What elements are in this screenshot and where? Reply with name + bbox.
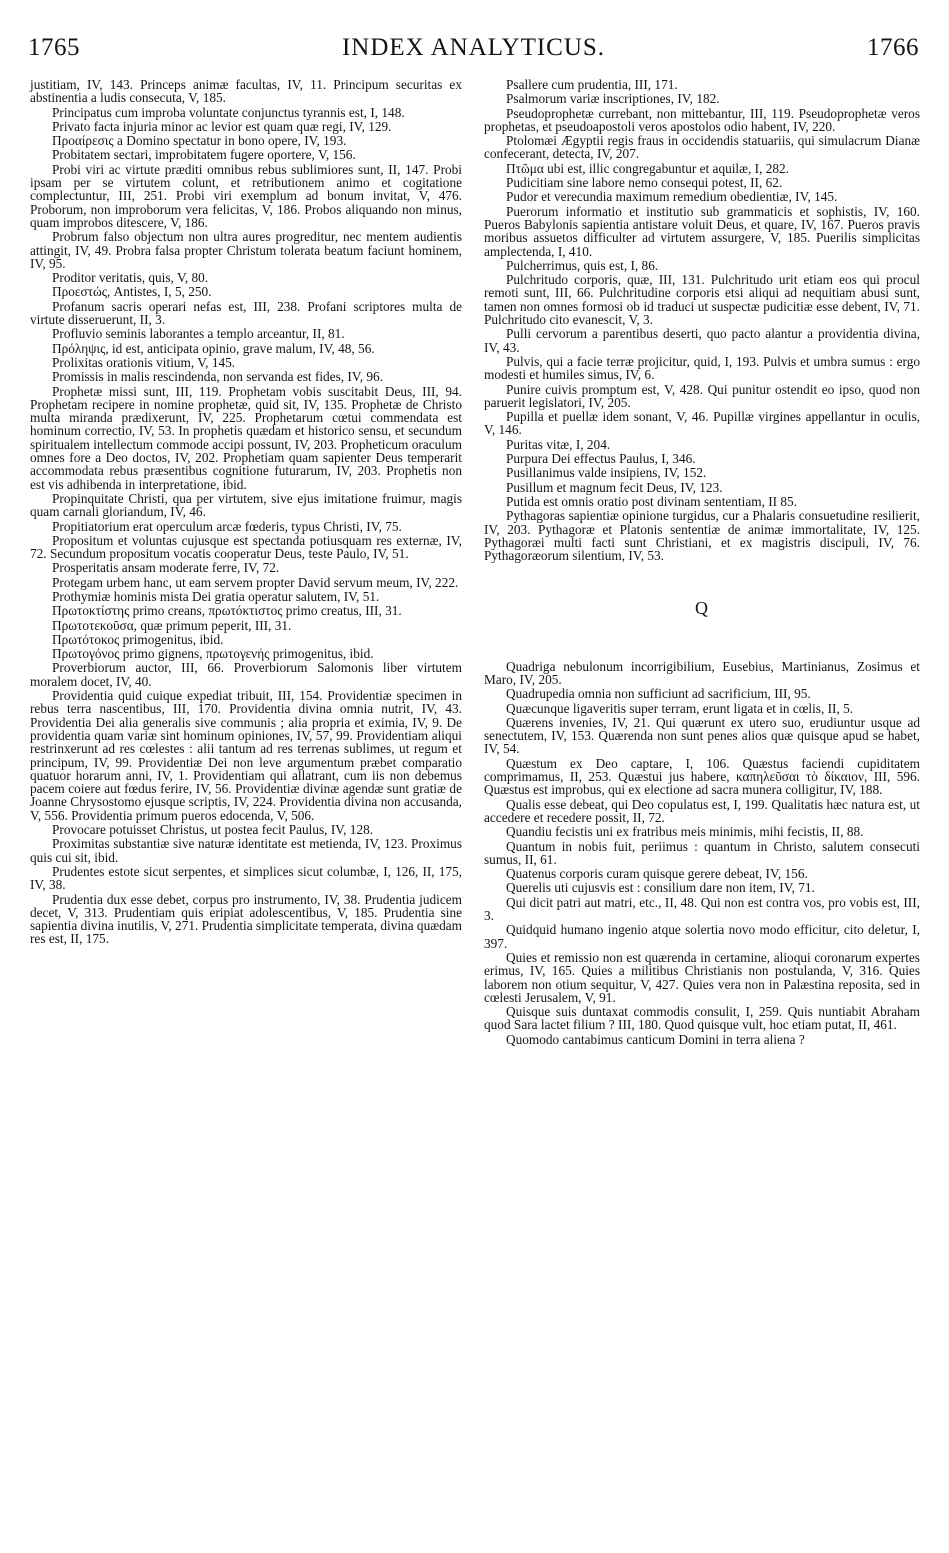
index-entry: Pudicitiam sine labore nemo consequi potest, II, 62. xyxy=(506,175,783,191)
index-entry: Prosperitatis ansam moderate ferre, IV, 72. xyxy=(52,560,280,576)
right-column xyxy=(484,78,920,1047)
index-entry: Pulli cervorum a parentibus deserti, quo pacto alantur a providentia divina, IV, 43. xyxy=(484,326,920,355)
index-entry: Quærens invenies, IV, 21. Qui quærunt ex utero suo, erudiuntur usque ad senectutem, IV, 153. Quærenda non sunt penes alios quæ quisque apud se habet, IV, 54. xyxy=(484,714,920,757)
index-entry: Proverbiorum auctor, III, 66. Proverbiorum Salomonis liber virtutem moralem docet, IV, 40. xyxy=(30,660,462,689)
index-entry: Πτῶμα ubi est, illic congregabuntur et aquilæ, I, 282. xyxy=(506,160,789,176)
index-entry: Punire cuivis promptum est, V, 428. Qui punitur ostendit eo ipso, quod non paruerit legislatori, IV, 205. xyxy=(484,381,920,410)
index-entry: Profluvio seminis laborantes a templo arceantur, II, 81. xyxy=(52,326,345,342)
index-entry: Purpura Dei effectus Paulus, I, 346. xyxy=(506,451,696,467)
index-entry: Propitiatorium erat operculum arcæ fœderis, typus Christi, IV, 75. xyxy=(52,518,402,534)
index-entry: justitiam, IV, 143. Princeps animæ facultas, IV, 11. Principum securitas ex abstinentia a ludis consecuta, V, 185. xyxy=(30,77,462,106)
index-entry: Providentia quid cuique expediat tribuit, III, 154. Providentiæ specimen in rebus terra nascentibus, III, 170. Providentia divina omnia nutrit, IV, 43. Providentia Dei alia generalis sive communis ; alia propria et eximia, IV, 9. De providentia quam variæ sint hominum opiniones, IV, 57, 99. Providentiam aliqui restrinxerunt ad res cœlestes : alii tantum ad res terrenas sublimes, ut regum et principum, IV, 99. Providentiæ Dei non leve argumentum præbet comparatio quatuor horarum anni, IV, 1. Providentiam qui allatrant, cum iis non debemus pacem coiere aut fœdus ferire, IV, 56. Providentiæ divinæ agendæ sunt gratiæ de Joanne Chrysostomo ejusque scriptis, IV, 224. Providentia divina non accusanda, V, 556. Providentia primum pueros edocenda, V, 506. xyxy=(30,688,462,823)
index-entry: Pulchritudo corporis, quæ, III, 131. Pulchritudo urit etiam eos qui procul remoti sunt, III, 66. Pulchritudine corporis etsi aliqui ad nequitiam abusi sunt, tamen non omnes formosi ob id traduci ut suspectæ pudicitiæ esse debent, IV, 71. Pulchritudo cito evanescit, V, 3. xyxy=(484,272,920,328)
index-entry: Pusillanimus valde insipiens, IV, 152. xyxy=(506,465,707,481)
index-entry: Pulvis, qui a facie terræ projicitur, quid, I, 193. Pulvis et umbra sumus : ergo modesti et humiles simus, IV, 6. xyxy=(484,353,920,383)
index-entry: Proximitas substantiæ sive naturæ identitate est metienda, IV, 123. Proximus quis cui sit, ibid. xyxy=(30,836,462,865)
index-entry: Probitatem sectari, improbitatem fugere oportere, V, 156. xyxy=(52,147,356,163)
index-entry: Pupilla et puellæ idem sonant, V, 46. Pupillæ virgines appellantur in oculis, V, 146. xyxy=(484,409,920,438)
index-entry: Πρωτότοκος primogenitus, ibid. xyxy=(52,631,224,647)
index-entry: Probrum falso objectum non ultra aures progreditur, nec mentem audientis attingit, IV, 49. Probra falsa propter Christum tolerata beatum faciunt hominem, IV, 95. xyxy=(30,229,462,271)
index-entry: Quadriga nebulonum incorrigibilium, Eusebius, Martinianus, Zosimus et Maro, IV, 205. xyxy=(484,658,920,687)
index-entry: Quadrupedia omnia non sufficiunt ad sacrificium, III, 95. xyxy=(506,686,811,702)
index-entry: Quantum in nobis fuit, periimus : quantum in Christo, salutem consecuti sumus, II, 61. xyxy=(484,838,920,867)
index-entry: Quæstum ex Deo captare, I, 106. Quæstus faciendi cupiditatem comprimamus, II, 253. Quæstui jus habere, καπηλεῦσαι τὸ δίκαιον, III, 596. Quæstus est improbus, qui ex electione ad sacra munera colligitur, IV, 188. xyxy=(484,755,920,798)
index-entry: Ptolomæi Ægyptii regis fraus in occidendis statuariis, qui simulacrum Dianæ confecerant, detecta, IV, 207. xyxy=(484,133,920,162)
index-entry: Prudentia dux esse debet, corpus pro instrumento, IV, 38. Prudentia judicem decet, V, 313. Prudentiam quis eripiat adolescentibus, V, 185. Prudentia sine sapientia divina inutilis, V, 271. Prudentia simplicitate temperata, divina quædam res est, II, 175. xyxy=(30,891,462,947)
index-entry: Promissis in malis rescindenda, non servanda est fides, IV, 96. xyxy=(52,369,384,385)
index-entry: Querelis uti cujusvis est : consilium dare non item, IV, 71. xyxy=(506,880,815,896)
index-entry: Putida est omnis oratio post divinam sententiam, II 85. xyxy=(506,493,798,509)
entries-letter-q xyxy=(484,660,920,1046)
index-entry: Probi viri ac virtute præditi omnibus rebus sublimiores sunt, II, 147. Probi ipsam per se virtutem colunt, et retributionem animo et cogitatione complectuntur, III, 251. Probi viri exemplum ad bonum invitat, V, 476. Proborum, non improborum vera felicitas, V, 186. Probos aliquando non minus, quam improbos ditescere, V, 186. xyxy=(30,161,462,230)
index-entry: Quomodo cantabimus canticum Domini in terra aliena ? xyxy=(506,1031,805,1047)
index-entry: Πρωτογόνος primo gignens, πρωτογενής primogenitus, ibid. xyxy=(52,646,374,662)
index-entry: Qualis esse debeat, qui Deo copulatus est, I, 199. Qualitatis hæc natura est, ut accedere et recedere possit, II, 72. xyxy=(484,796,920,825)
left-column xyxy=(30,78,462,947)
index-entry: Pseudoprophetæ currebant, non mittebantur, III, 119. Pseudoprophetæ veros prophetas, et pseudoapostoli veros apostolos odio habent, IV, 220. xyxy=(484,105,920,134)
page-number-right: 1766 xyxy=(867,34,919,61)
index-entry: Puritas vitæ, I, 204. xyxy=(506,436,611,452)
index-entry: Provocare potuisset Christus, ut postea fecit Paulus, IV, 128. xyxy=(52,822,374,838)
index-entry: Προεστώς, Antistes, I, 5, 250. xyxy=(52,284,212,300)
index-entry: Prothymiæ hominis mista Dei gratia operatur salutem, IV, 51. xyxy=(52,588,380,604)
index-entry: Pulcherrimus, quis est, I, 86. xyxy=(506,257,659,273)
index-entry: Protegam urbem hanc, ut eam servem propter David servum meum, IV, 222. xyxy=(52,574,459,590)
index-entry: Pythagoras sapientiæ opinione turgidus, cur a Phalaris consuetudine resilierit, IV, 203. Pythagoræ et Platonis sententiæ de animæ immortalitate, IV, 125. Pythagoræi multi facti sunt Christiani, et ex magistris discipuli, IV, 76. Pythagoræorum silentium, IV, 53. xyxy=(484,508,920,564)
index-entry: Privato facta injuria minor ac levior est quam quæ regi, IV, 129. xyxy=(52,118,392,134)
page-number-left: 1765 xyxy=(28,34,80,61)
index-entry: Propinquitate Christi, qua per virtutem, sive ejus imitatione fruimur, magis quam carnali gloriandum, IV, 46. xyxy=(30,490,462,520)
running-title: INDEX ANALYTICUS. xyxy=(341,34,606,61)
entries-letter-p xyxy=(484,78,920,562)
index-entry: Proditor veritatis, quis, V, 80. xyxy=(52,270,209,286)
section-heading-q: Q xyxy=(695,598,709,619)
index-entry: Psalmorum variæ inscriptiones, IV, 182. xyxy=(506,91,720,107)
index-entry: Pudor et verecundia maximum remedium obedientiæ, IV, 145. xyxy=(506,189,838,205)
index-entry: Πρωτοτεκοῦσα, quæ primum peperit, III, 31. xyxy=(52,617,292,633)
index-entry: Quidquid humano ingenio atque solertia novo modo efficitur, cito deletur, I, 397. xyxy=(484,922,920,951)
index-entry: Quandiu fecistis uni ex fratribus meis minimis, mihi fecistis, II, 88. xyxy=(506,824,864,840)
index-entry: Πρόληψις, id est, anticipata opinio, grave malum, IV, 48, 56. xyxy=(52,340,375,356)
index-entry: Prophetæ missi sunt, III, 119. Prophetam vobis suscitabit Deus, III, 94. Prophetam recipere in nomine prophetæ, quid sit, IV, 135. Prophetæ de Christo multa miranda prædixerunt, IV, 225. Prophetarum cœtui commendata est hominum correctio, IV, 53. In prophetis quædam et historico sensu, et secundum spiritualem intellectum commode accipi possunt, IV, 203. Propheticum oraculum omnes fore a Deo doctos, IV, 202. Prophetiam quam sapienter Deus temperarit accommodata rebus præsentibus cognitione futurarum, IV, 203. Prophetis non est vis adhibenda in interpretatione, ibid. xyxy=(30,383,462,492)
index-entry: Pusillum et magnum fecit Deus, IV, 123. xyxy=(506,479,723,495)
index-entry: Πρωτοκτίστης primo creans, πρωτόκτιστος primo creatus, III, 31. xyxy=(52,603,402,619)
index-entry: Prolixitas orationis vitium, V, 145. xyxy=(52,354,236,370)
index-entry: Quies et remissio non est quærenda in certamine, alioqui coronarum expertes erimus, IV, 165. Quies a militibus Christianis non postulanda, V, 316. Quies laborem non otium sequitur, V, 427. Quies vera non in Palæstina reposita, sed in cœlesti Jerusalem, V, 91. xyxy=(484,949,920,1005)
index-entry: Principatus cum improba voluntate conjunctus tyrannis est, I, 148. xyxy=(52,104,405,120)
index-entry: Puerorum informatio et institutio sub grammaticis et sophistis, IV, 160. Pueros Babylonis sapientia antistare voluit Deus, et quare, IV, 167. Pueros pravis moribus assuetos difficulter ad virtutem assurgere, V, 185. Puerilis simplicitas amplectenda, I, 410. xyxy=(484,203,920,259)
index-entry: Quatenus corporis curam quisque gerere debeat, IV, 156. xyxy=(506,866,808,882)
index-entry: Qui dicit patri aut matri, etc., II, 48. Qui non est contra vos, pro vobis est, III, 3. xyxy=(484,894,920,924)
index-entry: Quisque suis duntaxat commodis consulit, I, 259. Quis nuntiabit Abraham quod Sara lactet filium ? III, 180. Quod quisque vult, hoc etiam putat, II, 461. xyxy=(484,1004,920,1033)
index-entry: Προαίρεσις a Domino spectatur in bono opere, IV, 193. xyxy=(52,133,347,149)
index-entry: Quæcunque ligaveritis super terram, erunt ligata et in cœlis, II, 5. xyxy=(506,700,854,716)
index-entry: Profanum sacris operari nefas est, III, 238. Profani scriptores multa de virtute disseruerunt, II, 3. xyxy=(30,298,462,328)
index-entry: Prudentes estote sicut serpentes, et simplices sicut columbæ, I, 126, II, 175, IV, 38. xyxy=(30,863,462,893)
page-header xyxy=(28,34,919,74)
index-entry: Psallere cum prudentia, III, 171. xyxy=(506,77,678,92)
index-entry: Propositum et voluntas cujusque est spectanda potiusquam res externæ, IV, 72. Secundum propositum vocatis cooperatur Deus, teste Paulo, IV, 51. xyxy=(30,532,462,562)
